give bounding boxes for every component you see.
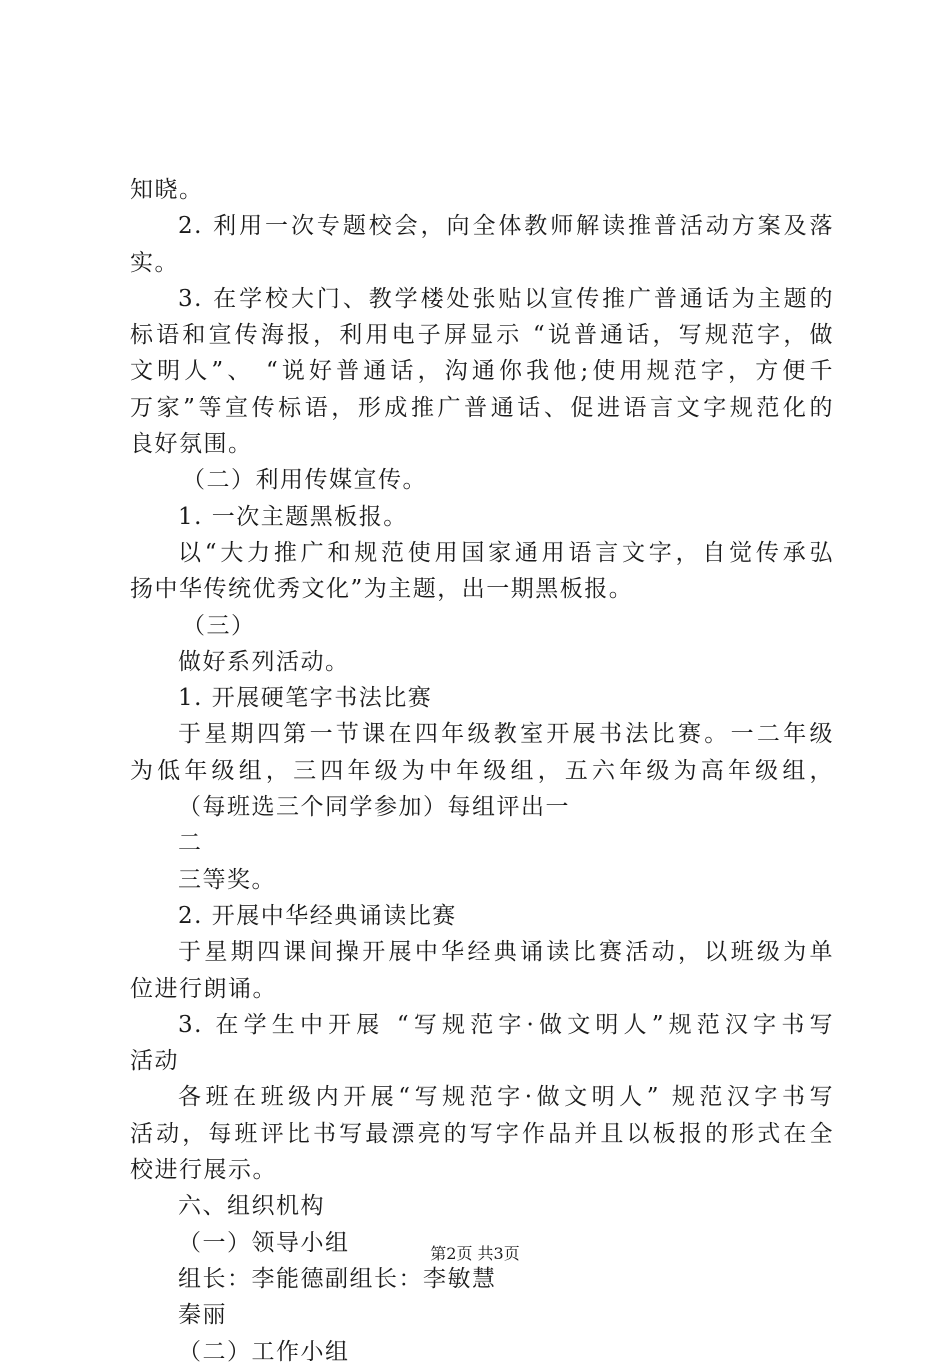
text-line: 组长：李能德副组长：李敏慧 [178,1265,497,1292]
text-line: 以“大力推广和规范使用国家通用语言文字，自觉传承弘 [178,539,834,566]
text-line: 1. 开展硬笔字书法比赛 [178,685,433,712]
section-heading: （二）工作小组 [178,1338,350,1365]
text-line: 2. 开展中华经典诵读比赛 [178,902,457,929]
text-line: 各班在班级内开展“写规范字·做文明人” 规范汉字书写 [178,1084,834,1111]
text-line: 二 [178,830,203,857]
text-line: 为低年级组，三四年级为中年级组，五六年级为高年级组， [130,757,834,784]
section-heading: （三） [182,612,256,639]
text-line: 于星期四课间操开展中华经典诵读比赛活动，以班级为单 [178,939,834,966]
text-line: 位进行朗诵。 [130,975,277,1002]
text-line: 三等奖。 [178,866,276,893]
text-line: 知晓。 [130,177,204,203]
section-heading: （二）利用传媒宣传。 [182,467,427,494]
text-line: 3. 在学校大门、教学楼处张贴以宣传推广普通话为主题的 [178,285,834,312]
text-line: 3. 在学生中开展 “写规范字·做文明人”规范汉字书写 [178,1011,834,1038]
text-line: 实。 [130,249,179,276]
section-heading: 六、组织机构 [178,1193,325,1220]
text-line: 活动，每班评比书写最漂亮的写字作品并且以板报的形式在全 [130,1120,834,1147]
text-line: 2. 利用一次专题校会，向全体教师解读推普活动方案及落 [178,213,834,240]
section-heading: （一）领导小组 [178,1229,350,1256]
text-line: 1. 一次主题黑板报。 [178,503,408,530]
text-line: 万家”等宣传标语，形成推广普通话、促进语言文字规范化的 [130,394,834,421]
text-line: 标语和宣传海报，利用电子屏显示 “说普通话，写规范字，做 [130,322,834,349]
text-line: 活动 [130,1048,179,1075]
text-line: 良好氛围。 [130,431,253,458]
text-line: 扬中华传统优秀文化”为主题，出一期黑板报。 [130,576,634,603]
text-line: 校进行展示。 [130,1157,277,1184]
document-body [130,172,834,1370]
page-footer: 第2页 共3页 [430,1244,520,1263]
text-line: 秦丽 [178,1302,227,1329]
text-line: 文明人”、 “说好普通话，沟通你我他;使用规范字，方便千 [130,358,834,385]
text-line: （每班选三个同学参加）每组评出一 [178,794,570,821]
text-line: 做好系列活动。 [178,648,350,675]
text-line: 于星期四第一节课在四年级教室开展书法比赛。一二年级 [178,721,834,748]
